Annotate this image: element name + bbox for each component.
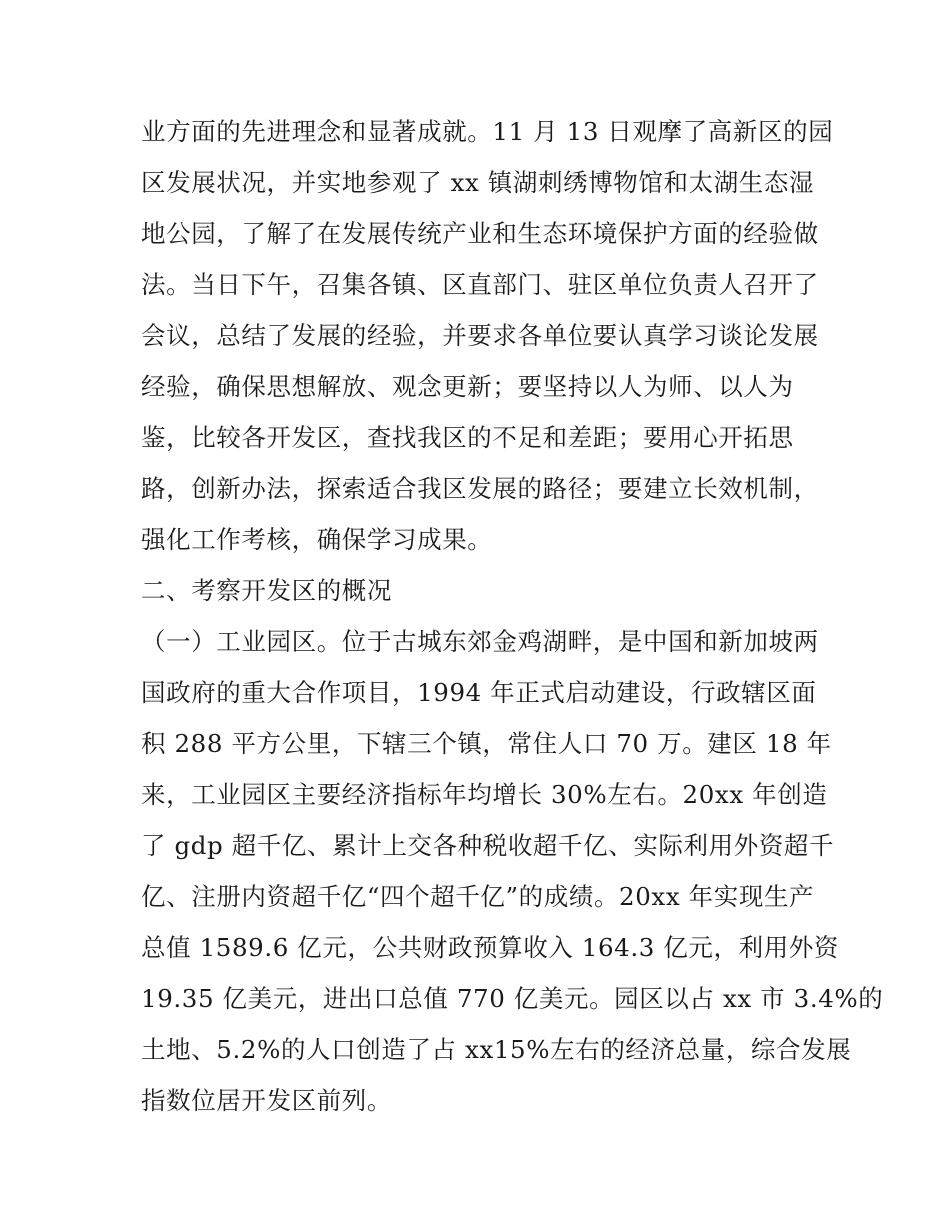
text-line: 指数位居开发区前列。	[141, 1086, 392, 1115]
text-line: 总值 1589.6 亿元，公共财政预算收入 164.3 亿元，利用外资	[141, 933, 840, 962]
text-line: 业方面的先进理念和显著成就。11 月 13 日观摩了高新区的园	[141, 117, 834, 146]
text-line: 土地、5.2%的人口创造了占 xx15%左右的经济总量，综合发展	[141, 1035, 852, 1064]
text-line: 鉴，比较各开发区，查找我区的不足和差距；要用心开拓思	[141, 423, 794, 452]
text-line: 了 gdp 超千亿、累计上交各种税收超千亿、实际利用外资超千	[141, 831, 835, 860]
text-line: 亿、注册内资超千亿“四个超千亿”的成绩。20xx 年实现生产	[141, 882, 815, 911]
text-line: 路，创新办法，探索适合我区发展的路径；要建立长效机制，	[141, 474, 819, 503]
text-line: 法。当日下午，召集各镇、区直部门、驻区单位负责人召开了	[141, 270, 819, 299]
text-line: 积 288 平方公里，下辖三个镇，常住人口 70 万。建区 18 年	[141, 729, 832, 758]
text-line: 19.35 亿美元，进出口总值 770 亿美元。园区以占 xx 市 3.4%的	[141, 984, 884, 1013]
text-line: 会议，总结了发展的经验，并要求各单位要认真学习谈论发展	[141, 321, 819, 350]
text-line: 国政府的重大合作项目，1994 年正式启动建设，行政辖区面	[141, 678, 817, 707]
text-line: 强化工作考核，确保学习成果。	[141, 525, 493, 554]
text-line: 区发展状况，并实地参观了 xx 镇湖刺绣博物馆和太湖生态湿	[141, 168, 815, 197]
document-body	[141, 106, 884, 1126]
text-line: （一）工业园区。位于古城东郊金鸡湖畔，是中国和新加坡两	[141, 627, 819, 656]
text-line: 经验，确保思想解放、观念更新；要坚持以人为师、以人为	[141, 372, 794, 401]
text-line: 地公园，了解了在发展传统产业和生态环境保护方面的经验做	[141, 219, 819, 248]
section-heading: 二、考察开发区的概况	[141, 576, 392, 605]
text-line: 来，工业园区主要经济指标年均增长 30%左右。20xx 年创造	[141, 780, 828, 809]
